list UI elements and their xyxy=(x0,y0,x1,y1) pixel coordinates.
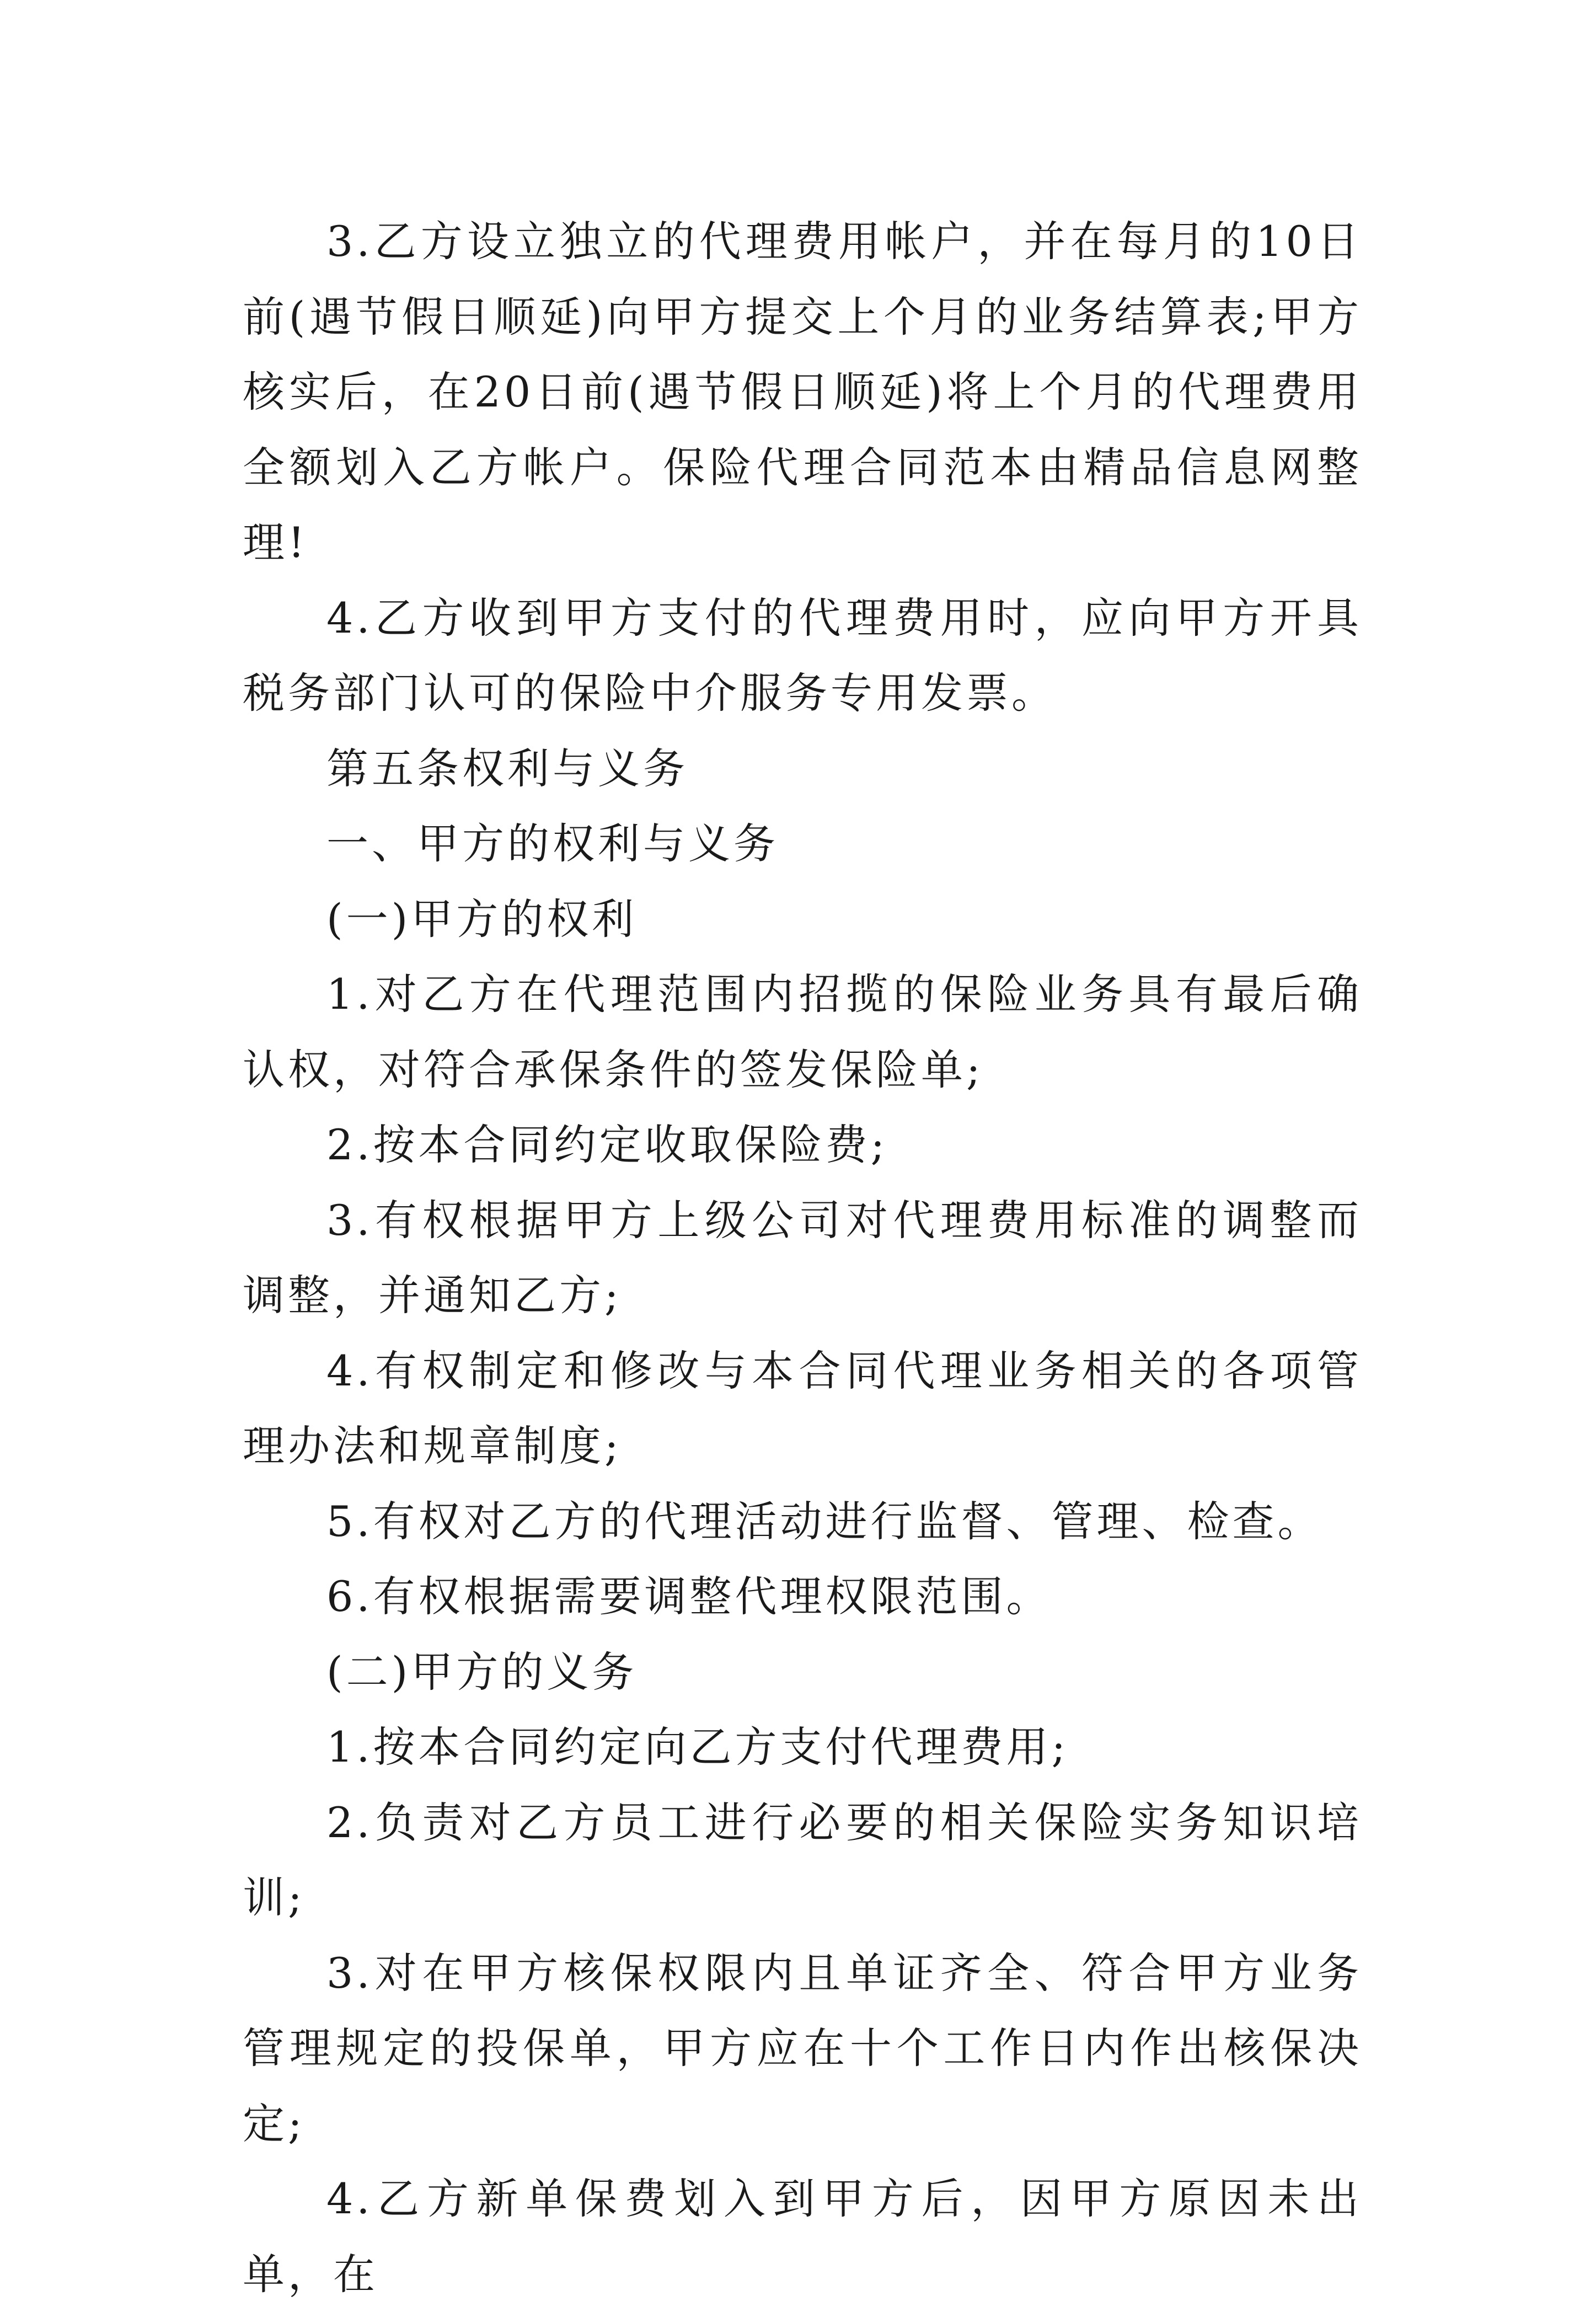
list-item-right-1: 1.对乙方在代理范围内招揽的保险业务具有最后确认权，对符合承保条件的签发保险单; xyxy=(243,970,1362,1094)
subheading-party-a-obligations: (二)甲方的义务 xyxy=(326,1647,638,1696)
paragraph-invoice: 4.乙方收到甲方支付的代理费用时，应向甲方开具税务部门认可的保险中介服务专用发票。 xyxy=(243,593,1362,718)
list-item-right-3: 3.有权根据甲方上级公司对代理费用标准的调整而调整，并通知乙方; xyxy=(243,1195,1362,1320)
list-item-obligation-4: 4.乙方新单保费划入到甲方后，因甲方原因未出单，在 xyxy=(243,2174,1362,2299)
subheading-party-a-rights: (一)甲方的权利 xyxy=(326,894,638,944)
document-body xyxy=(243,204,1362,2312)
list-item-obligation-1: 1.按本合同约定向乙方支付代理费用; xyxy=(326,1722,1069,1772)
list-item-obligation-3: 3.对在甲方核保权限内且单证齐全、符合甲方业务管理规定的投保单，甲方应在十个工作日内作出核保决定; xyxy=(243,1948,1362,2148)
list-item-right-6: 6.有权根据需要调整代理权限范围。 xyxy=(326,1572,1052,1621)
paragraph-fee-account: 3.乙方设立独立的代理费用帐户，并在每月的10日前(遇节假日顺延)向甲方提交上个月的业务结算表;甲方核实后，在20日前(遇节假日顺延)将上个月的代理费用全额划入乙方帐户。保险代理合同范本由精品信息网整理! xyxy=(243,217,1362,567)
list-item-right-5: 5.有权对乙方的代理活动进行监督、管理、检查。 xyxy=(326,1496,1323,1546)
list-item-right-2: 2.按本合同约定收取保险费; xyxy=(326,1120,888,1169)
section-heading-rights-obligations: 第五条权利与义务 xyxy=(326,743,688,793)
subsection-heading-party-a: 一、甲方的权利与义务 xyxy=(326,819,779,868)
list-item-right-4: 4.有权制定和修改与本合同代理业务相关的各项管理办法和规章制度; xyxy=(243,1346,1362,1470)
list-item-obligation-2: 2.负责对乙方员工进行必要的相关保险实务知识培训; xyxy=(243,1797,1362,1922)
